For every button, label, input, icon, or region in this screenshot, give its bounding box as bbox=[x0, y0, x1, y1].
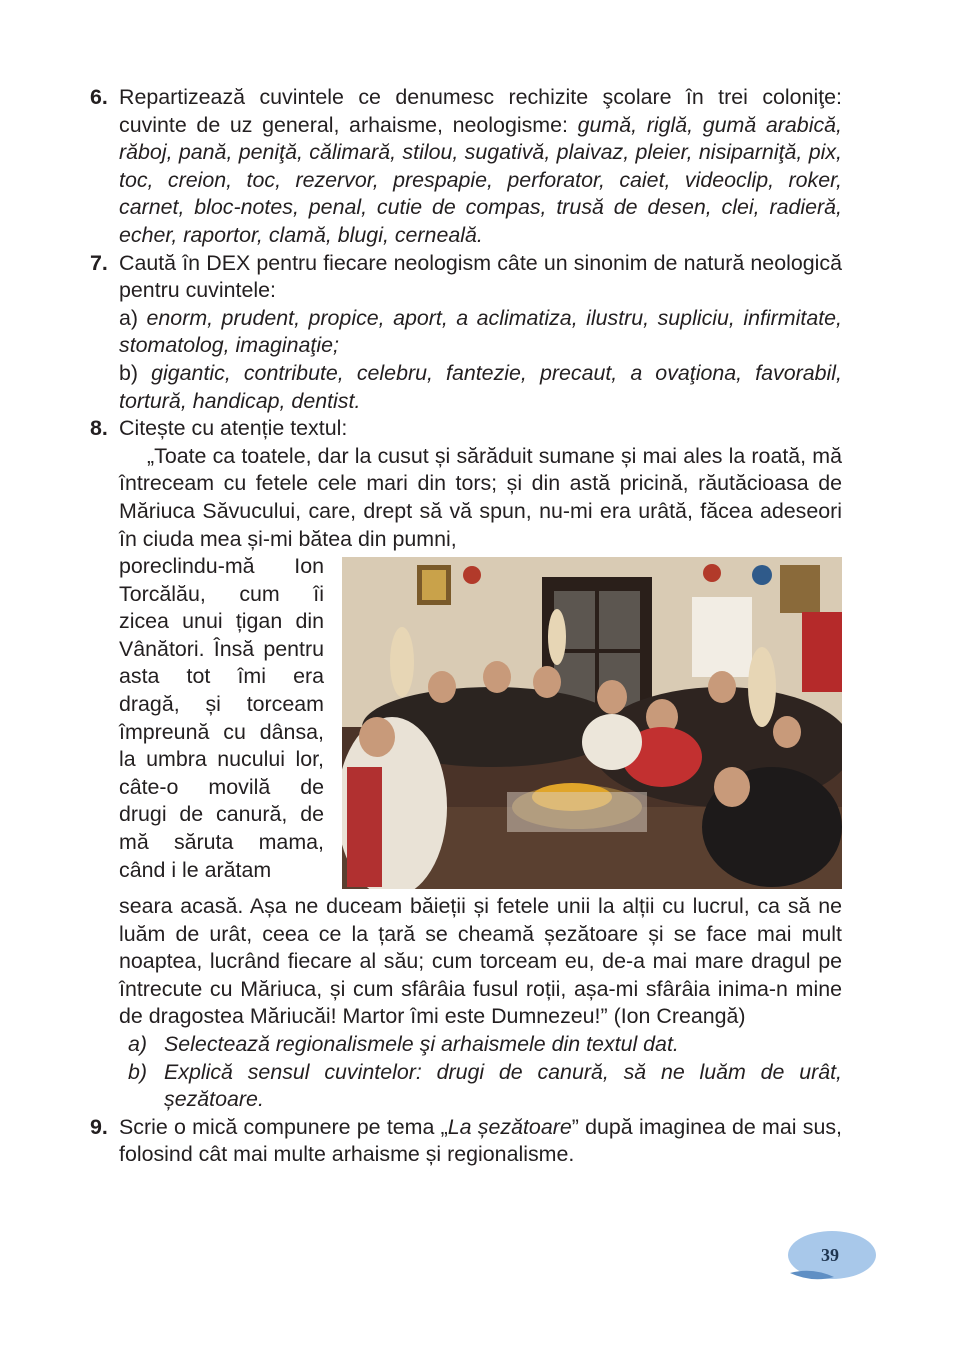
literary-text-part-1: „Toate ca toatele, dar la cusut și sărăduit sumane și mai ales la roată, mă întreceam cu fetele cele mari din tors; și din astă pricină, răutăcioasa de Măriuca Săvucului, care, drept să vă spun, nu-mi era urâtă, făcea adeseori în ciuda mea și-mi bătea din pumni, bbox=[119, 443, 842, 551]
subtask-text: Explică sensul cuvintelor: drugi de canură, să ne luăm de urât, șezătoare. bbox=[164, 1059, 842, 1112]
exercise-number: 7. bbox=[90, 250, 108, 275]
subtask-b bbox=[119, 1059, 842, 1114]
subtask-text: Selectează regionalismele şi arhaismele din textul dat. bbox=[164, 1032, 679, 1057]
subtask-label: b) bbox=[128, 1059, 148, 1084]
exercise-instruction: Repartizează cuvintele ce denumesc rechizite şcolare în trei coloniţe: cuvinte de uz general, arhaisme, neologisme: bbox=[119, 85, 842, 137]
page-content bbox=[90, 84, 842, 1169]
instruction-post: ” după imaginea de mai sus, folosind cât mai multe arhaisme și regionalisme. bbox=[119, 1114, 842, 1167]
page-number-badge bbox=[782, 1227, 878, 1283]
subtask-label: a) bbox=[128, 1032, 148, 1057]
exercise-number: 9. bbox=[90, 1114, 108, 1139]
exercise-6 bbox=[90, 84, 842, 250]
instruction-pre: Scrie o mică compunere pe tema „ bbox=[119, 1114, 448, 1139]
literary-text-part-2: seara acasă. Așa ne duceam băieții și fetele unii la alții cu lucrul, ca să ne luăm de urât, ceea ce la țară se cheamă șezătoare și se face mai mult noaptea, lucrând fiecare al său; cum torceam eu, de-a mai mare dragul pe întrecute cu Măriuca, și cum sfârâia fusul roții, așa-mi sfârâia inima-n mine de dragostea Măriucăi! Martor îmi este Dumnezeu!” (Ion Creangă) bbox=[119, 894, 842, 1029]
composition-title: La șezătoare bbox=[447, 1114, 572, 1139]
subitem-label: a) bbox=[119, 305, 147, 330]
exercise-number: 6. bbox=[90, 85, 108, 109]
word-list: gigantic, contribute, celebru, fantezie, precaut, a ovaţiona, favorabil, tortură, handicap, dentist. bbox=[119, 360, 842, 413]
word-list: gumă, riglă, gumă arabică, răboj, pană, peniţă, călimară, stilou, sugativă, plaivaz, pleier, nisiparniţă, pix, toc, creion, toc, rezervor, prespapie, perforator, caiet, videoclip, roker, carnet, bloc-notes, penal, cutie de compas, trusă de desen, clei, radieră, echer, raportor, clamă, blugi, cerneală. bbox=[119, 112, 842, 247]
exercise-9 bbox=[90, 1114, 842, 1169]
exercise-8 bbox=[90, 415, 842, 1114]
exercise-instruction: Citește cu atenție textul: bbox=[119, 416, 348, 441]
sezatoare-photo bbox=[342, 557, 842, 889]
literary-text-wrapped: poreclindu-mă Ion Torcălău, cum îi zicea unui țigan din Vânători. Însă pentru asta tot îmi era dragă, și torceam împreună cu dânsa, la umbra nucului lor, câte-o movilă de drugi de canură, de mă săruta mama, când i le arătam bbox=[119, 554, 324, 882]
word-list: enorm, prudent, propice, aport, a aclimatiza, ilustru, supliciu, infirmitate, stomatolog, imaginaţie; bbox=[119, 305, 842, 358]
page-number: 39 bbox=[821, 1245, 839, 1265]
exercise-instruction: Caută în DEX pentru fiecare neologism câte un sinonim de natură neologică pentru cuvintele: bbox=[119, 250, 842, 303]
subtask-a bbox=[119, 1031, 842, 1059]
exercise-number: 8. bbox=[90, 416, 108, 441]
subitem-label: b) bbox=[119, 360, 152, 385]
exercise-7 bbox=[90, 250, 842, 416]
